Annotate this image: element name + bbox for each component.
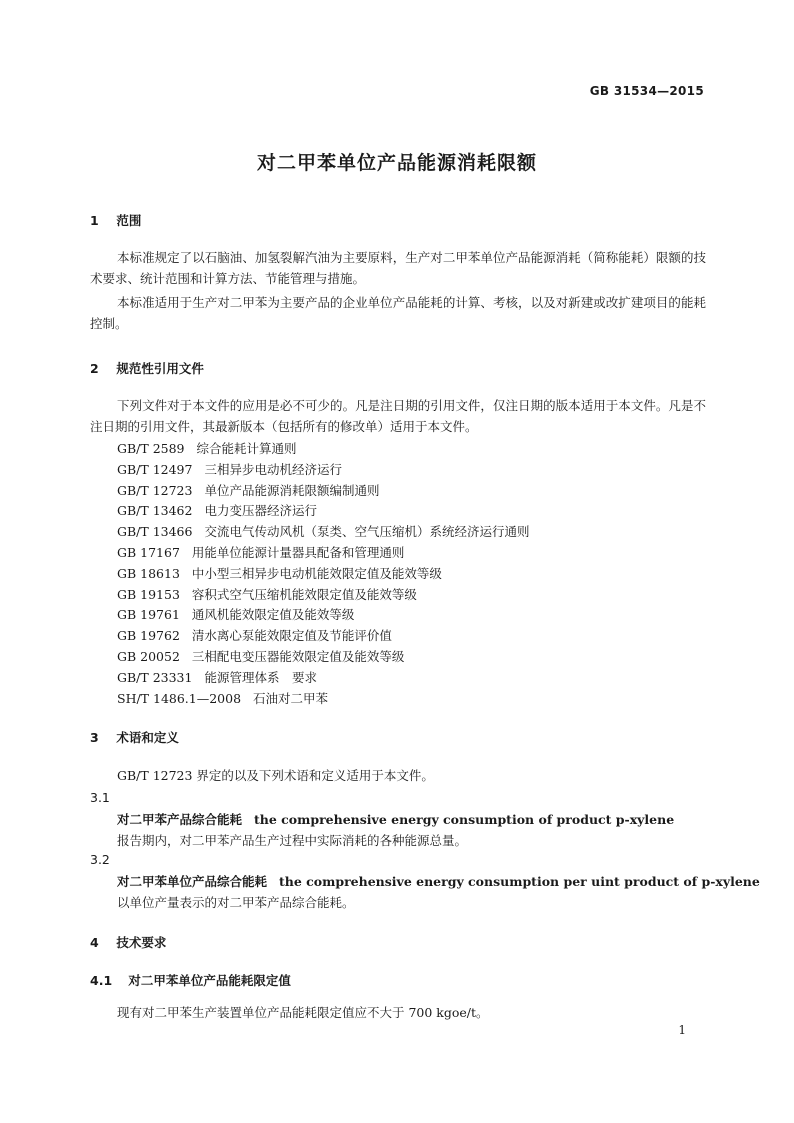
reference-code: GB/T 12723	[117, 482, 193, 498]
reference-item	[117, 647, 404, 668]
reference-title: 通风机能效限定值及能效等级	[191, 607, 355, 623]
reference-code: GB/T 13462	[117, 503, 193, 519]
section-number: 2	[90, 361, 99, 376]
standard-number: GB 31534—2015	[589, 84, 704, 98]
reference-item	[117, 626, 392, 647]
clause-number-3-1: 3.1	[90, 790, 110, 805]
term-chinese: 对二甲苯单位产品综合能耗	[117, 874, 268, 889]
reference-code: GB 17167	[117, 545, 180, 560]
section-3-heading	[90, 728, 179, 746]
reference-title: 清水离心泵能效限定值及节能评价值	[191, 628, 392, 644]
section-2-heading	[90, 359, 204, 377]
reference-item	[117, 522, 529, 543]
section-3-intro: GB/T 12723 界定的以及下列术语和定义适用于本文件。	[117, 768, 434, 783]
reference-title: 三相配电变压器能效限定值及能效等级	[191, 649, 405, 664]
reference-title: 能源管理体系 要求	[204, 669, 317, 685]
reference-title: 中小型三相异步电动机能效限定值及能效等级	[191, 565, 442, 581]
reference-title: 容积式空气压缩机能效限定值及能效等级	[191, 586, 417, 602]
reference-item	[117, 543, 404, 564]
section-1-heading	[90, 211, 141, 229]
reference-code: GB/T 13466	[117, 524, 193, 540]
term-3-2-definition: 以单位产量表示的对二甲苯产品综合能耗。	[117, 895, 355, 910]
section-1-paragraph-1: 本标准规定了以石脑油、加氢裂解汽油为主要原料，生产对二甲苯单位产品能源消耗（简称能耗）限额的技术要求、统计范围和计算方法、节能管理与措施。	[90, 250, 706, 286]
reference-item	[117, 668, 317, 689]
reference-code: GB 20052	[117, 649, 180, 664]
subsection-number: 4.1	[90, 973, 113, 988]
section-title: 技术要求	[116, 935, 167, 950]
reference-code: SH/T 1486.1—2008	[117, 690, 242, 706]
reference-item	[117, 605, 354, 626]
reference-code: GB 19761	[117, 607, 180, 623]
section-1-paragraph-2: 本标准适用于生产对二甲苯为主要产品的企业单位产品能耗的计算、考核，以及对新建或改扩建项目的能耗控制。	[90, 295, 706, 331]
page-number: 1	[678, 1023, 686, 1037]
section-number: 1	[90, 213, 99, 228]
reference-title: 石油对二甲苯	[253, 690, 329, 706]
term-english: the comprehensive energy consumption of product p-xylene	[254, 812, 675, 827]
reference-title: 三相异步电动机经济运行	[204, 461, 342, 477]
subsection-title: 对二甲苯单位产品能耗限定值	[128, 973, 291, 988]
section-title: 规范性引用文件	[116, 361, 204, 376]
subsection-4-1-heading	[90, 971, 291, 989]
reference-item	[117, 460, 342, 481]
section-title: 范围	[116, 213, 142, 228]
reference-item	[117, 501, 317, 522]
reference-title: 交流电气传动风机（泵类、空气压缩机）系统经济运行通则	[204, 524, 530, 540]
reference-title: 单位产品能源消耗限额编制通则	[204, 482, 380, 498]
reference-code: GB 18613	[117, 565, 180, 581]
section-4-heading	[90, 933, 166, 951]
reference-item	[117, 689, 328, 710]
reference-item	[117, 585, 417, 606]
clause-number-3-2: 3.2	[90, 852, 110, 867]
term-3-1-definition: 报告期内，对二甲苯产品生产过程中实际消耗的各种能源总量。	[117, 833, 468, 848]
reference-code: GB/T 12497	[117, 461, 193, 477]
term-3-1	[117, 810, 674, 828]
reference-item	[117, 564, 442, 585]
document-title: 对二甲苯单位产品能源消耗限额	[256, 152, 537, 174]
term-english: the comprehensive energy consumption per uint product of p-xylene	[279, 874, 760, 889]
reference-title: 综合能耗计算通则	[196, 441, 297, 456]
reference-title: 用能单位能源计量器具配备和管理通则	[191, 545, 405, 560]
reference-item	[117, 439, 297, 460]
section-title: 术语和定义	[116, 730, 179, 745]
reference-code: GB 19153	[117, 586, 180, 602]
reference-title: 电力变压器经济运行	[204, 503, 317, 519]
section-2-intro: 下列文件对于本文件的应用是必不可少的。凡是注日期的引用文件，仅注日期的版本适用于本文件。凡是不注日期的引用文件，其最新版本（包括所有的修改单）适用于本文件。	[90, 398, 706, 434]
reference-code: GB 19762	[117, 628, 180, 644]
reference-code: GB/T 2589	[117, 441, 185, 456]
section-number: 3	[90, 730, 99, 745]
section-number: 4	[90, 935, 99, 950]
reference-code: GB/T 23331	[117, 669, 193, 685]
subsection-4-1-text: 现有对二甲苯生产装置单位产品能耗限定值应不大于 700 kgoe/t。	[117, 1005, 489, 1020]
term-3-2	[117, 872, 760, 890]
term-chinese: 对二甲苯产品综合能耗	[117, 812, 243, 827]
reference-item	[117, 481, 379, 502]
